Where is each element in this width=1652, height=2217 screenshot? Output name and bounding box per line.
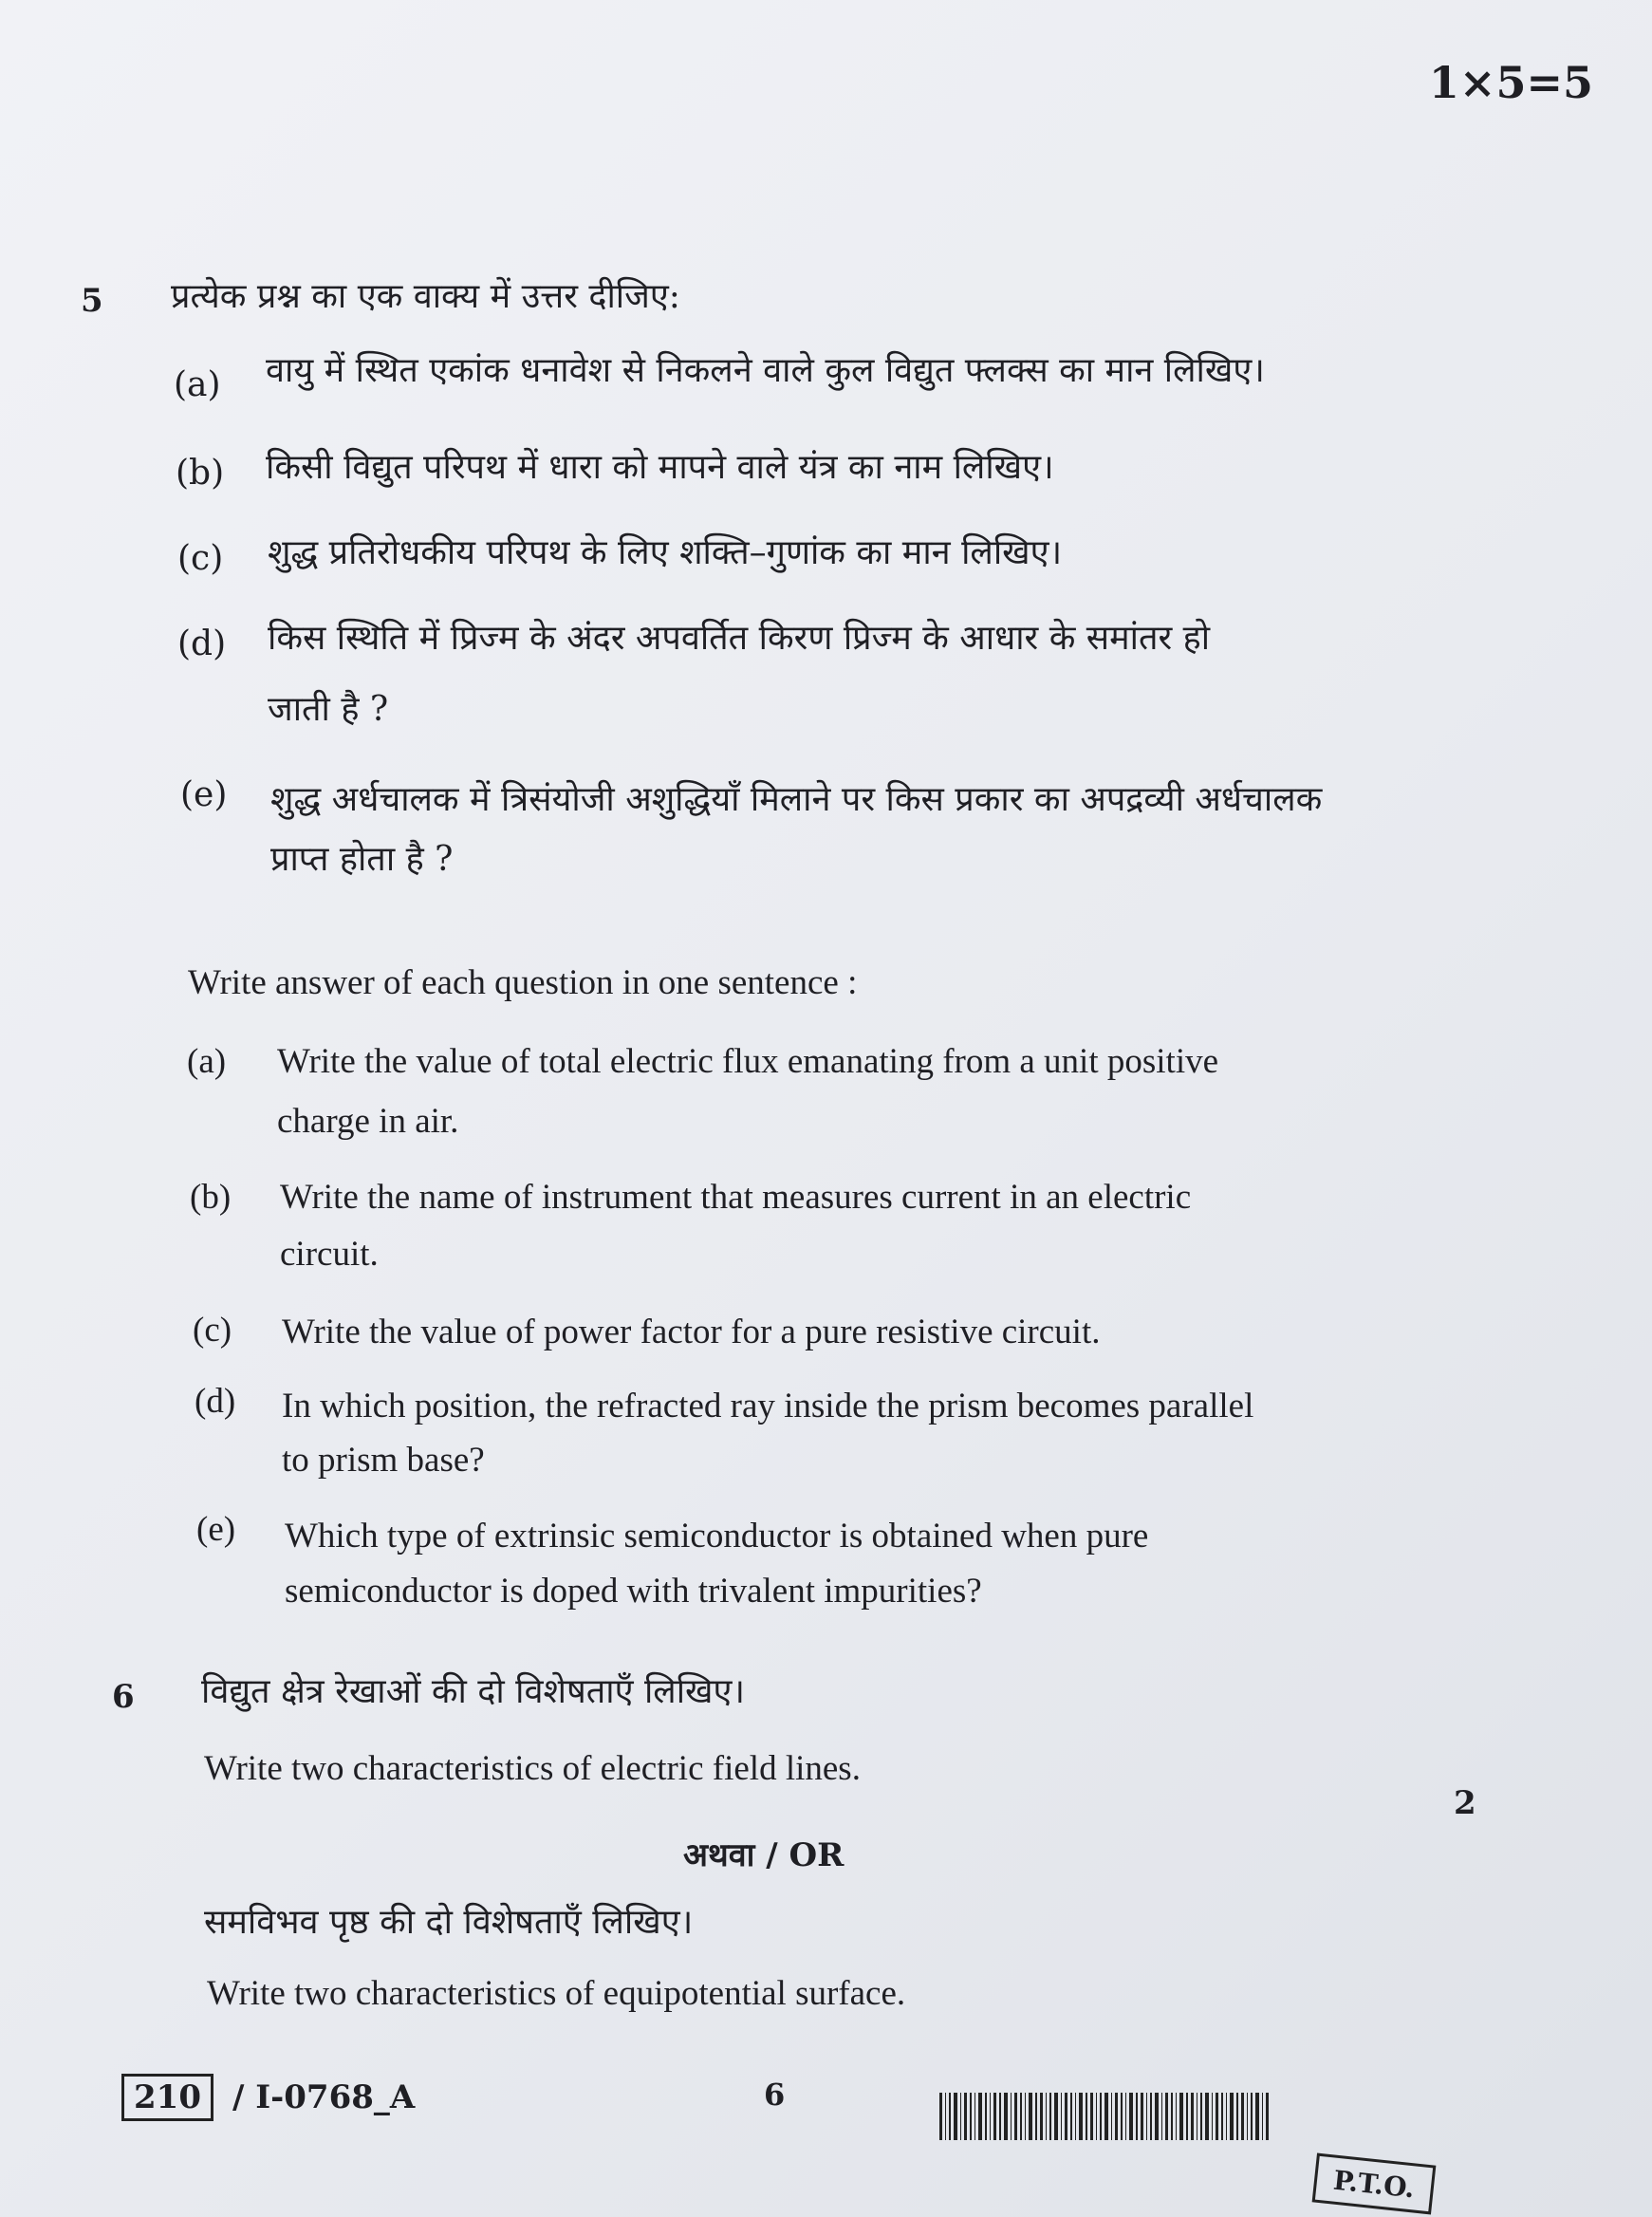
- q5-english-e-text-1: Which type of extrinsic semiconductor is obtained when pure: [285, 1517, 1149, 1556]
- q5-english-d-text-1: In which position, the refracted ray inside the prism becomes parallel: [282, 1387, 1254, 1425]
- q5-english-b-text-2: circuit.: [280, 1235, 379, 1274]
- q6-english-2: Write two characteristics of equipotential surface.: [207, 1974, 906, 2013]
- q5-english-instruction: Write answer of each question in one sentence :: [188, 963, 858, 1002]
- q6-english-1: Write two characteristics of electric field lines.: [204, 1749, 861, 1788]
- q5-english-b-label: (b): [190, 1178, 232, 1217]
- q5-hindi-instruction: प्रत्येक प्रश्न का एक वाक्य में उत्तर दीजिए:: [171, 277, 680, 316]
- q5-hindi-c-label: (c): [177, 539, 224, 578]
- q5-hindi-d-label: (d): [177, 624, 227, 663]
- q6-number: 6: [112, 1678, 135, 1716]
- q5-english-e-text-2: semiconductor is doped with trivalent impurities?: [285, 1572, 982, 1611]
- q5-english-a-text-1: Write the value of total electric flux emanating from a unit positive: [277, 1042, 1219, 1081]
- q5-hindi-d-text-1: किस स्थिति में प्रिज्म के अंदर अपवर्तित किरण प्रिज्म के आधार के समांतर हो: [268, 619, 1211, 658]
- q5-english-e-label: (e): [196, 1510, 236, 1549]
- q5-number: 5: [81, 282, 103, 320]
- q6-hindi-1: विद्युत क्षेत्र रेखाओं की दो विशेषताएँ लिखिए।: [201, 1672, 746, 1711]
- q5-english-c-label: (c): [193, 1311, 232, 1350]
- q6-marks: 2: [1454, 1784, 1476, 1822]
- q5-english-a-label: (a): [187, 1042, 227, 1081]
- q5-english-c-text: Write the value of power factor for a pure resistive circuit.: [282, 1313, 1101, 1351]
- paper-code-text: / I-0768_A: [232, 2078, 416, 2116]
- q5-hindi-b-label: (b): [176, 454, 225, 493]
- q5-hindi-e-text-2: प्राप्त होता है ?: [270, 840, 454, 879]
- q5-hindi-e-text-1: शुद्ध अर्धचालक में त्रिसंयोजी अशुद्धियाँ मिलाने पर किस प्रकार का अपद्रव्यी अर्धचालक: [270, 780, 1323, 819]
- or-separator: अथवा / OR: [683, 1836, 845, 1874]
- paper-code: [121, 2074, 415, 2121]
- q5-marks: 1×5=5: [1428, 57, 1593, 108]
- page-number: 6: [764, 2077, 786, 2113]
- q5-hindi-b-text: किसी विद्युत परिपथ में धारा को मापने वाले यंत्र का नाम लिखिए।: [266, 448, 1054, 487]
- q5-english-d-label: (d): [195, 1382, 236, 1421]
- q5-hindi-c-text: शुद्ध प्रतिरोधकीय परिपथ के लिए शक्ति–गुणांक का मान लिखिए।: [268, 533, 1063, 572]
- q5-english-a-text-2: charge in air.: [277, 1102, 459, 1141]
- q5-hindi-e-label: (e): [180, 775, 228, 814]
- barcode-graphic: [939, 2093, 1271, 2140]
- q5-hindi-a-label: (a): [174, 365, 221, 404]
- q5-hindi-d-text-2: जाती है ?: [268, 690, 389, 729]
- q6-hindi-2: समविभव पृष्ठ की दो विशेषताएँ लिखिए।: [204, 1903, 694, 1942]
- pto-mark: P.T.O.: [1312, 2153, 1437, 2215]
- q5-hindi-a-text: वायु में स्थित एकांक धनावेश से निकलने वाले कुल विद्युत फ्लक्स का मान लिखिए।: [266, 351, 1265, 390]
- q5-english-d-text-2: to prism base?: [282, 1441, 485, 1480]
- paper-code-box: 210: [121, 2074, 213, 2121]
- q5-english-b-text-1: Write the name of instrument that measures current in an electric: [280, 1178, 1192, 1217]
